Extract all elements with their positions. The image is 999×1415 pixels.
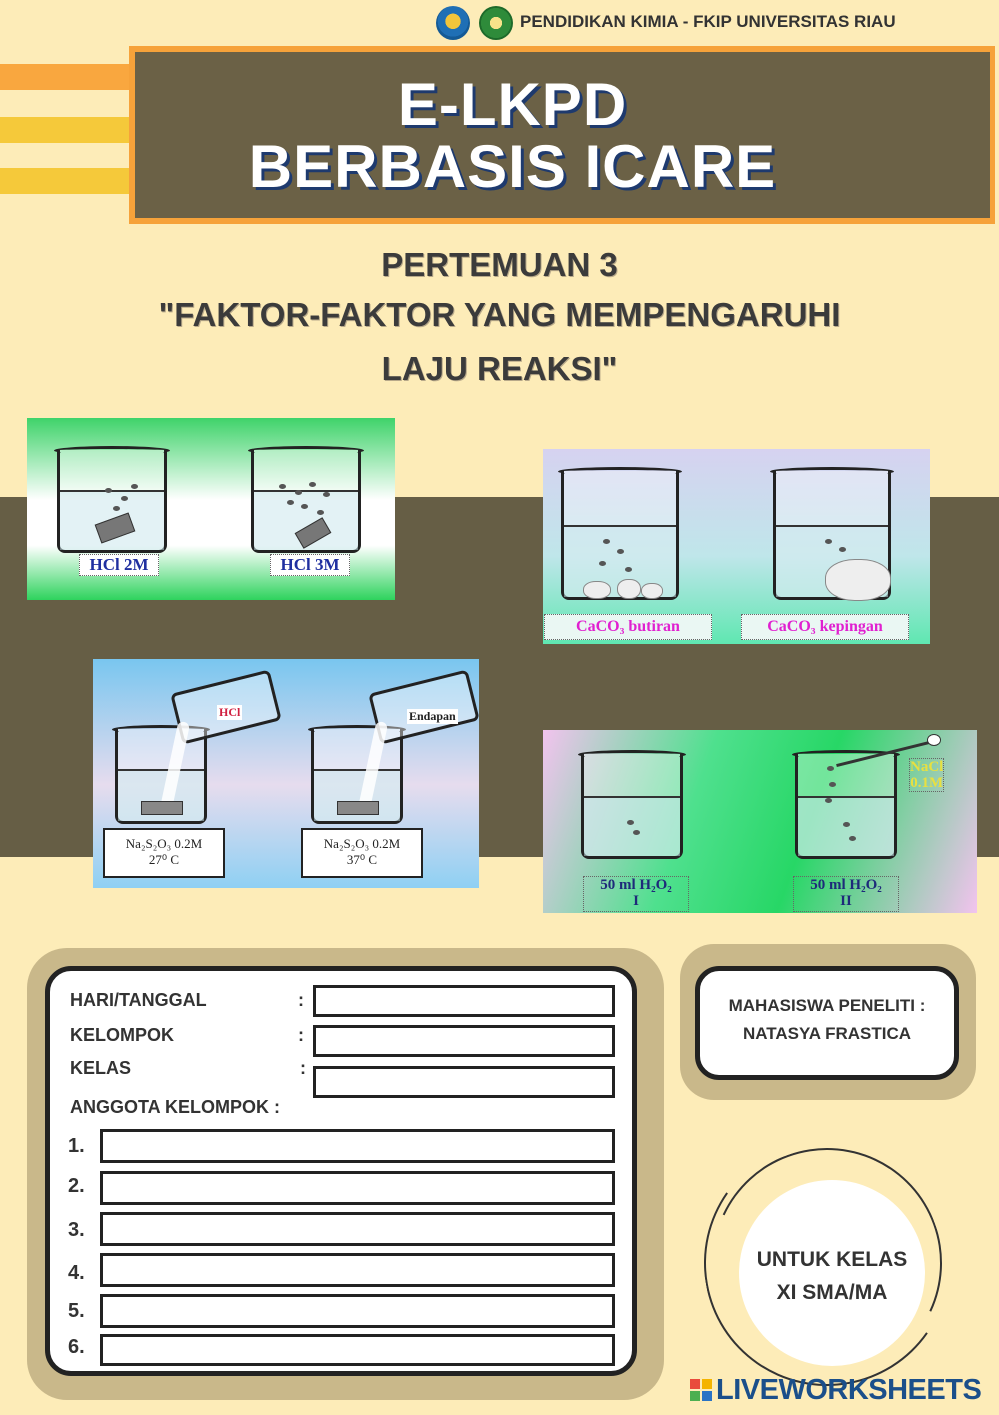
chip-icon (825, 559, 891, 601)
member-number: 6. (68, 1336, 85, 1358)
researcher-name: NATASYA FRASTICA (742, 1024, 912, 1043)
decor-stripe-orange (0, 64, 140, 90)
institution-header: PENDIDIKAN KIMIA - FKIP UNIVERSITAS RIAU (520, 12, 896, 31)
group-field[interactable] (313, 1025, 615, 1057)
group-label: KELOMPOK (70, 1025, 175, 1045)
day-date-field[interactable] (313, 985, 615, 1017)
badge-line-1: UNTUK KELAS (756, 1248, 908, 1271)
member-2-field[interactable] (100, 1171, 615, 1205)
day-date-label: HARI/TANGGAL (70, 990, 207, 1010)
title-line-1: E-LKPD (397, 71, 628, 138)
granule-icon (641, 583, 663, 599)
illustration-temperature (93, 659, 479, 888)
class-badge (739, 1180, 925, 1366)
member-number: 5. (68, 1300, 85, 1322)
label-pour-hcl: HCl (219, 705, 241, 719)
member-number: 1. (68, 1135, 85, 1157)
label-precipitate: Endapan (409, 709, 456, 723)
label-h2o2-ii: 50 ml H₂O₂ II (793, 876, 899, 912)
member-5-field[interactable] (100, 1294, 615, 1328)
label-caco3-chips: CaCO₃ kepingan (741, 614, 909, 640)
researcher-card (695, 966, 959, 1080)
class-field[interactable] (313, 1066, 615, 1098)
title-line-2: BERBASIS ICARE (248, 133, 777, 200)
liveworksheets-watermark[interactable]: LIVEWORKSHEETS (716, 1374, 982, 1406)
label-nacl: NaCl 0.1M (910, 759, 944, 791)
label-temp-27: Na₂S₂O₃ 0.2M 27⁰ C (103, 828, 225, 878)
liveworksheets-icon (690, 1379, 712, 1401)
illustration-surface-area (543, 449, 930, 644)
label-hcl-2m: HCl 2M (79, 554, 159, 576)
meeting-number: PERTEMUAN 3 (381, 246, 618, 283)
topic-line-2: LAJU REAKSI" (381, 350, 618, 387)
decor-stripe-yellow (0, 117, 140, 143)
member-number: 2. (68, 1175, 85, 1197)
label-hcl-3m: HCl 3M (270, 554, 350, 576)
topic-line-1: "FAKTOR-FAKTOR YANG MEMPENGARUHI (158, 296, 841, 333)
member-number: 4. (68, 1262, 85, 1284)
illustration-catalyst (543, 730, 977, 913)
university-logo (436, 6, 470, 40)
class-label: KELAS (70, 1058, 132, 1078)
granule-icon (617, 579, 641, 599)
decor-stripe-yellow-2 (0, 168, 140, 194)
members-label: ANGGOTA KELOMPOK : (70, 1097, 280, 1117)
precipitate-icon (141, 801, 183, 815)
member-1-field[interactable] (100, 1129, 615, 1163)
label-caco3-granules: CaCO₃ butiran (544, 614, 712, 640)
precipitate-icon (337, 801, 379, 815)
illustration-concentration (27, 418, 395, 600)
member-3-field[interactable] (100, 1212, 615, 1246)
member-4-field[interactable] (100, 1253, 615, 1287)
member-6-field[interactable] (100, 1334, 615, 1366)
researcher-label: MAHASISWA PENELITI : (728, 996, 926, 1015)
faculty-logo (479, 6, 513, 40)
granule-icon (583, 581, 611, 599)
label-temp-37: Na₂S₂O₃ 0.2M 37⁰ C (301, 828, 423, 878)
beaker-icon (795, 754, 897, 859)
badge-line-2: XI SMA/MA (776, 1281, 888, 1304)
label-h2o2-i: 50 ml H₂O₂ I (583, 876, 689, 912)
member-number: 3. (68, 1219, 85, 1241)
beaker-icon (581, 754, 683, 859)
